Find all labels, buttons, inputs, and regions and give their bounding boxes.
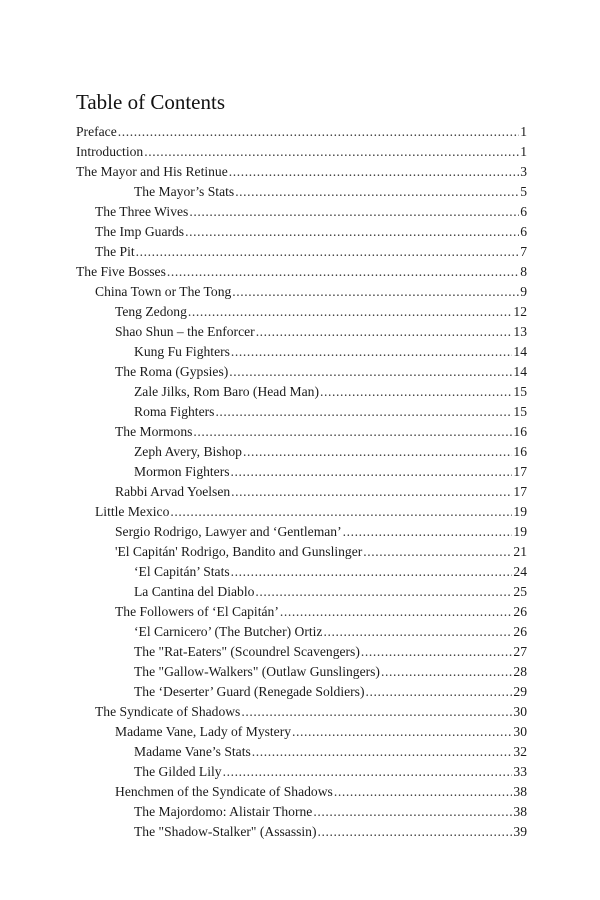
toc-entry-label: The "Gallow-Walkers" (Outlaw Gunslingers) xyxy=(134,664,380,679)
toc-entry-page-number: 27 xyxy=(513,644,527,659)
toc-entry-page-number: 33 xyxy=(513,764,527,779)
toc-entry-label: The Syndicate of Shadows xyxy=(95,704,241,719)
dot-leader xyxy=(323,622,512,642)
toc-entry-page-number: 32 xyxy=(513,744,527,759)
dot-leader xyxy=(343,522,513,542)
toc-entry-page-number: 13 xyxy=(513,324,527,339)
dot-leader xyxy=(334,782,513,802)
toc-entry-page-number: 24 xyxy=(513,564,527,579)
dot-leader xyxy=(366,682,513,702)
toc-entry-label: The Three Wives xyxy=(95,204,189,219)
toc-entry-page-number: 25 xyxy=(513,584,527,599)
toc-entry-page-number: 3 xyxy=(520,164,527,179)
toc-entry-label: Sergio Rodrigo, Lawyer and ‘Gentleman’ xyxy=(115,524,342,539)
toc-entry[interactable] xyxy=(76,682,527,702)
toc-entry-label: The Majordomo: Alistair Thorne xyxy=(134,804,313,819)
toc-entry-page-number: 12 xyxy=(513,304,527,319)
toc-entry-page-number: 30 xyxy=(513,724,527,739)
toc-entry[interactable] xyxy=(76,702,527,722)
dot-leader xyxy=(118,122,519,142)
dot-leader xyxy=(243,442,512,462)
toc-entry[interactable] xyxy=(76,362,527,382)
toc-entry[interactable] xyxy=(76,422,527,442)
toc-entry-page-number: 19 xyxy=(513,524,527,539)
dot-leader xyxy=(318,822,513,842)
dot-leader xyxy=(231,462,513,482)
dot-leader xyxy=(229,362,512,382)
toc-entry[interactable] xyxy=(76,462,527,482)
toc-entry-label: China Town or The Tong xyxy=(95,284,232,299)
dot-leader xyxy=(189,202,519,222)
toc-entry[interactable] xyxy=(76,602,527,622)
dot-leader xyxy=(361,642,513,662)
dot-leader xyxy=(136,242,520,262)
toc-entry[interactable] xyxy=(76,642,527,662)
dot-leader xyxy=(256,322,513,342)
toc-entry[interactable] xyxy=(76,622,527,642)
toc-entry-label: 'El Capitán' Rodrigo, Bandito and Gunslinger xyxy=(115,544,363,559)
toc-entry-page-number: 38 xyxy=(513,784,527,799)
toc-entry[interactable] xyxy=(76,202,527,222)
toc-entry-label: The Five Bosses xyxy=(76,264,166,279)
toc-entry[interactable] xyxy=(76,782,527,802)
toc-entry[interactable] xyxy=(76,442,527,462)
toc-entry-page-number: 38 xyxy=(513,804,527,819)
toc-title: Table of Contents xyxy=(76,90,225,114)
toc-entry-label: The Mormons xyxy=(115,424,193,439)
toc-entry[interactable] xyxy=(76,242,527,262)
dot-leader xyxy=(363,542,512,562)
toc-entry[interactable] xyxy=(76,482,527,502)
toc-entry[interactable] xyxy=(76,822,527,842)
toc-entry-page-number: 30 xyxy=(513,704,527,719)
toc-entry-page-number: 21 xyxy=(513,544,527,559)
toc-entry[interactable] xyxy=(76,182,527,202)
toc-entry[interactable] xyxy=(76,222,527,242)
toc-entry[interactable] xyxy=(76,302,527,322)
dot-leader xyxy=(232,282,519,302)
toc-entry-label: The Mayor’s Stats xyxy=(134,184,235,199)
toc-entry[interactable] xyxy=(76,742,527,762)
toc-entry-label: The "Shadow-Stalker" (Assassin) xyxy=(134,824,317,839)
toc-entry-label: The Mayor and His Retinue xyxy=(76,164,228,179)
toc-entry[interactable] xyxy=(76,722,527,742)
toc-entry-page-number: 15 xyxy=(513,404,527,419)
toc-entry[interactable] xyxy=(76,762,527,782)
toc-entry[interactable] xyxy=(76,282,527,302)
toc-entry-label: Teng Zedong xyxy=(115,304,187,319)
dot-leader xyxy=(231,562,513,582)
toc-entry[interactable] xyxy=(76,262,527,282)
toc-entry-page-number: 17 xyxy=(513,484,527,499)
toc-entry-label: The Imp Guards xyxy=(95,224,185,239)
toc-entry[interactable] xyxy=(76,662,527,682)
toc-entry-label: ‘El Capitán’ Stats xyxy=(134,564,230,579)
toc-entry-label: Zale Jilks, Rom Baro (Head Man) xyxy=(134,384,319,399)
toc-entry[interactable] xyxy=(76,162,527,182)
toc-entry-label: Little Mexico xyxy=(95,504,170,519)
dot-leader xyxy=(193,422,512,442)
dot-leader xyxy=(381,662,512,682)
dot-leader xyxy=(185,222,519,242)
toc-entry-label: Madame Vane’s Stats xyxy=(134,744,251,759)
dot-leader xyxy=(280,602,513,622)
toc-entry-label: Madame Vane, Lady of Mystery xyxy=(115,724,292,739)
toc-entry-page-number: 6 xyxy=(520,204,527,219)
dot-leader xyxy=(313,802,512,822)
toc-entry-page-number: 15 xyxy=(513,384,527,399)
toc-entry-page-number: 19 xyxy=(513,504,527,519)
toc-entry-page-number: 6 xyxy=(520,224,527,239)
dot-leader xyxy=(170,502,512,522)
dot-leader xyxy=(231,342,512,362)
toc-entry[interactable] xyxy=(76,402,527,422)
toc-entry-page-number: 14 xyxy=(513,364,527,379)
toc-entry[interactable] xyxy=(76,542,527,562)
dot-leader xyxy=(144,142,519,162)
dot-leader xyxy=(188,302,513,322)
toc-entry-page-number: 26 xyxy=(513,604,527,619)
toc-entry-label: Mormon Fighters xyxy=(134,464,230,479)
toc-entry[interactable] xyxy=(76,522,527,542)
toc-entry[interactable] xyxy=(76,582,527,602)
toc-entry[interactable] xyxy=(76,122,527,142)
toc-entry-page-number: 26 xyxy=(513,624,527,639)
toc-entry-page-number: 5 xyxy=(520,184,527,199)
dot-leader xyxy=(231,482,512,502)
toc-list xyxy=(76,122,527,842)
toc-entry-label: Introduction xyxy=(76,144,144,159)
toc-entry-page-number: 28 xyxy=(513,664,527,679)
toc-entry-page-number: 16 xyxy=(513,424,527,439)
toc-entry-page-number: 39 xyxy=(513,824,527,839)
dot-leader xyxy=(241,702,512,722)
dot-leader xyxy=(320,382,512,402)
toc-entry-page-number: 14 xyxy=(513,344,527,359)
toc-entry[interactable] xyxy=(76,342,527,362)
toc-entry-page-number: 8 xyxy=(520,264,527,279)
toc-entry-label: The Roma (Gypsies) xyxy=(115,364,229,379)
dot-leader xyxy=(252,742,513,762)
toc-entry-page-number: 29 xyxy=(513,684,527,699)
toc-entry-label: Shao Shun – the Enforcer xyxy=(115,324,255,339)
toc-entry-label: The Followers of ‘El Capitán’ xyxy=(115,604,279,619)
toc-entry-label: The "Rat-Eaters" (Scoundrel Scavengers) xyxy=(134,644,360,659)
dot-leader xyxy=(223,762,513,782)
dot-leader xyxy=(235,182,519,202)
toc-entry[interactable] xyxy=(76,322,527,342)
toc-entry-label: La Cantina del Diablo xyxy=(134,584,255,599)
toc-entry-page-number: 9 xyxy=(520,284,527,299)
toc-entry-label: The ‘Deserter’ Guard (Renegade Soldiers) xyxy=(134,684,365,699)
toc-entry-label: Zeph Avery, Bishop xyxy=(134,444,242,459)
toc-entry-label: Kung Fu Fighters xyxy=(134,344,230,359)
toc-entry[interactable] xyxy=(76,382,527,402)
dot-leader xyxy=(215,402,512,422)
toc-entry-label: ‘El Carnicero’ (The Butcher) Ortiz xyxy=(134,624,323,639)
toc-entry-label: Roma Fighters xyxy=(134,404,215,419)
dot-leader xyxy=(167,262,519,282)
toc-entry-label: The Gilded Lily xyxy=(134,764,222,779)
dot-leader xyxy=(292,722,512,742)
toc-entry[interactable] xyxy=(76,142,527,162)
toc-entry-label: Rabbi Arvad Yoelsen xyxy=(115,484,231,499)
toc-entry[interactable] xyxy=(76,502,527,522)
toc-entry-label: Henchmen of the Syndicate of Shadows xyxy=(115,784,333,799)
toc-entry-label: Preface xyxy=(76,124,117,139)
toc-entry[interactable] xyxy=(76,802,527,822)
toc-entry-page-number: 16 xyxy=(513,444,527,459)
toc-entry-page-number: 1 xyxy=(520,124,527,139)
toc-entry-page-number: 7 xyxy=(520,244,527,259)
toc-entry-page-number: 17 xyxy=(513,464,527,479)
dot-leader xyxy=(255,582,512,602)
toc-entry-label: The Pit xyxy=(95,244,135,259)
toc-entry-page-number: 1 xyxy=(520,144,527,159)
dot-leader xyxy=(229,162,519,182)
toc-entry[interactable] xyxy=(76,562,527,582)
